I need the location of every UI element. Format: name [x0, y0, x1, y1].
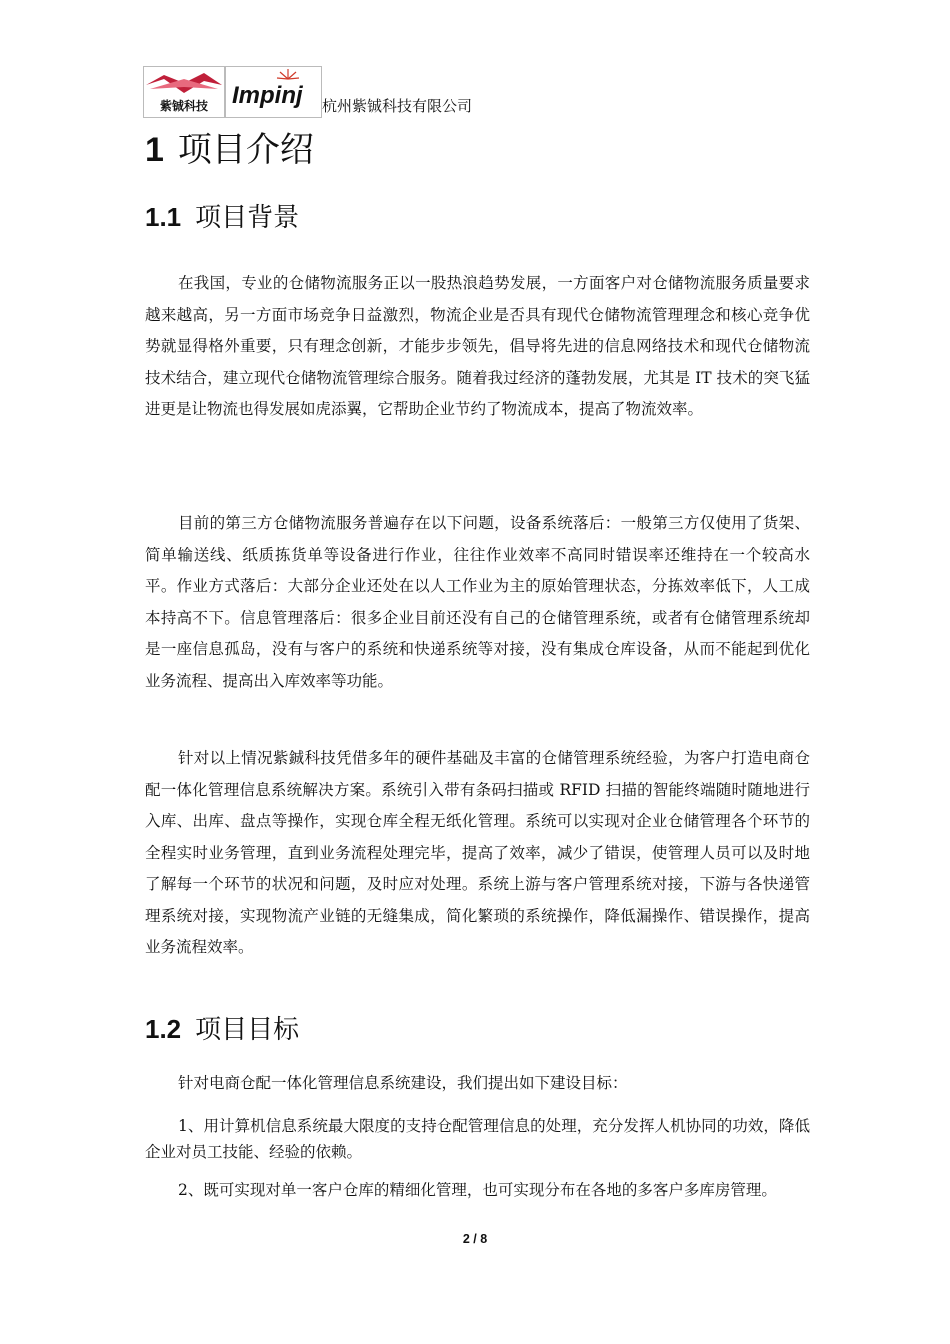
chapter-heading	[145, 126, 314, 174]
impinj-logo-graphic	[226, 67, 321, 117]
section-title: 项目背景	[195, 203, 300, 233]
company-name: 杭州紫铖科技有限公司	[322, 97, 473, 115]
chapter-title: 项目介绍	[177, 130, 314, 170]
background-paragraph-1: 在我国，专业的仓储物流服务正以一股热浪趋势发展，一方面客户对仓储物流服务质量要求越来越高，另一方面市场竞争日益激烈，物流企业是否具有现代仓储物流管理理念和核心竞争优势就显得格外重要，只有理念创新，才能步步领先，倡导将先进的信息网络技术和现代仓储物流技术结合，建立现代仓储物流管理综合服务。随着我过经济的蓬勃发展，尤其是 IT 技术的突飞猛进更是让物流也得发展如虎添翼，它帮助企业节约了物流成本，提高了物流效率。	[145, 274, 810, 418]
svg-text:紫铖科技: 紫铖科技	[159, 99, 209, 113]
goal-item-2: 2、既可实现对单一客户仓库的精细化管理，也可实现分布在各地的多客户多库房管理。	[178, 1181, 777, 1199]
zicheng-logo	[143, 66, 225, 118]
section-heading-background	[145, 198, 299, 237]
page-number: 2 / 8	[462, 1232, 488, 1246]
zicheng-logo-graphic	[144, 67, 224, 117]
section-number: 1.2	[145, 1014, 182, 1044]
chapter-number: 1	[145, 131, 164, 169]
background-paragraph-2: 目前的第三方仓储物流服务普遍存在以下问题，设备系统落后：一般第三方仅使用了货架、简单输送线、纸质拣货单等设备进行作业，往往作业效率不高同时错误率还维持在一个较高水平。作业方式落后：大部分企业还处在以人工作业为主的原始管理状态，分拣效率低下，人工成本持高不下。信息管理落后：很多企业目前还没有自己的仓储管理系统，或者有仓储管理系统却是一座信息孤岛，没有与客户的系统和快递系统等对接，没有集成仓库设备，从而不能起到优化业务流程、提高出入库效率等功能。	[145, 514, 810, 690]
svg-text:Impinj: Impinj	[232, 82, 303, 109]
section-number: 1.1	[145, 202, 182, 232]
background-paragraph-3: 针对以上情况紫鋮科技凭借多年的硬件基础及丰富的仓储管理系统经验，为客户打造电商仓配一体化管理信息系统解决方案。系统引入带有条码扫描或 RFID 扫描的智能终端随时随地进行入库、出库、盘点等操作，实现仓库全程无纸化管理。系统可以实现对企业仓储管理各个环节的全程实时业务管理，直到业务流程处理完毕，提高了效率，减少了错误，使管理人员可以及时地了解每一个环节的状况和问题，及时应对处理。系统上游与客户管理系统对接，下游与各快递管理系统对接，实现物流产业链的无缝集成，简化繁琐的系统操作，降低漏操作、错误操作，提高业务流程效率。	[145, 749, 810, 956]
section-title: 项目目标	[195, 1015, 300, 1045]
goal-intro: 针对电商仓配一体化管理信息系统建设，我们提出如下建设目标：	[178, 1074, 628, 1092]
section-heading-goal	[145, 1010, 299, 1049]
goal-item-1: 1、用计算机信息系统最大限度的支持仓配管理信息的处理，充分发挥人机协同的功效，降低企业对员工技能、经验的依赖。	[145, 1117, 810, 1161]
impinj-logo	[225, 66, 322, 118]
